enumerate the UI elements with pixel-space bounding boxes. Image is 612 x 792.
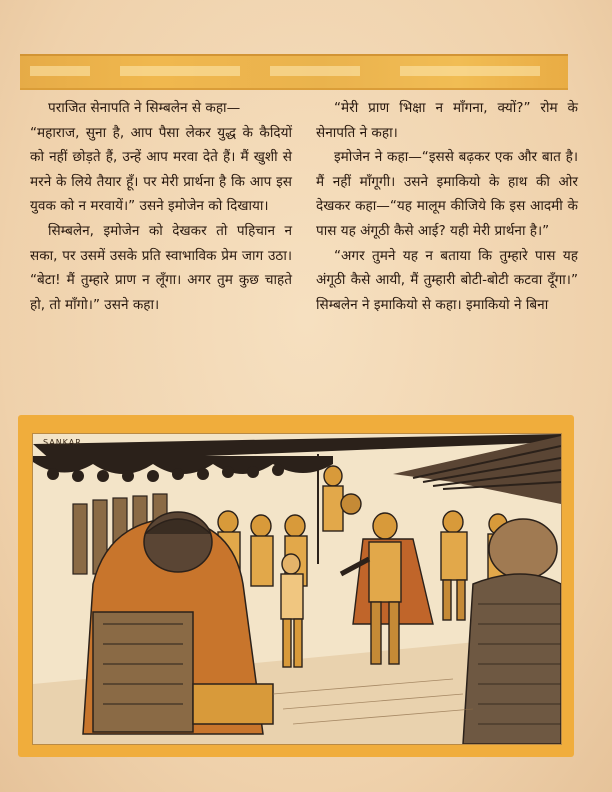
battle-scene-drawing: [33, 434, 561, 744]
right-paragraph-2: इमोजेन ने कहा—“इससे बढ़कर एक और बात है। मैं नहीं माँगूगी। उसने इमाकियो के हाथ की ओर देखकर कहा—“यह मालूम कीजिये कि इस आदमी के पास यह अंगूठी कैसे आई? यही मेरी प्रार्थना है।”: [316, 149, 578, 239]
artist-signature: SANKAR: [43, 438, 82, 447]
right-paragraph-1: “मेरी प्राण भिक्षा न माँगना, क्यों?” रोम के सेनापति ने कहा।: [316, 100, 578, 141]
right-column: [316, 96, 578, 396]
illustration-image: [32, 433, 562, 745]
illustration-frame: [18, 415, 574, 757]
right-paragraph-3: “अगर तुमने यह न बताया कि तुम्हारे पास यह अंगूठी कैसे आयी, मैं तुम्हारी बोटी-बोटी कटवा दूँगा।” सिम्बलेन ने इमाकियो से कहा। इमाकियो ने बिना: [316, 247, 578, 313]
header-decorative-band: [20, 54, 568, 90]
left-paragraph-2: “महाराज, सुना है, आप पैसा लेकर युद्ध के कैदियों को नहीं छोड़ते हैं, उन्हें आप मरवा देते हैं। मैं खुशी से मरने के लिये तैयार हूँ। पर मेरी प्रार्थना है कि आप इस युवक को न मरवायें।” उसने इमोजेन को दिखाया।: [30, 124, 292, 215]
left-paragraph-3: सिम्बलेन, इमोजेन को देखकर तो पहिचान न सका, पर उसमें उसके प्रति स्वाभाविक प्रेम जाग उठा। “बेटा! मैं तुम्हारे प्राण न लूँगा। अगर तुम कुछ चाहते हो, तो माँगो।” उसने कहा।: [30, 222, 292, 313]
left-column: [30, 96, 292, 396]
left-paragraph-1: पराजित सेनापति ने सिम्बलेन से कहा—: [48, 100, 241, 116]
text-columns: [30, 96, 578, 396]
